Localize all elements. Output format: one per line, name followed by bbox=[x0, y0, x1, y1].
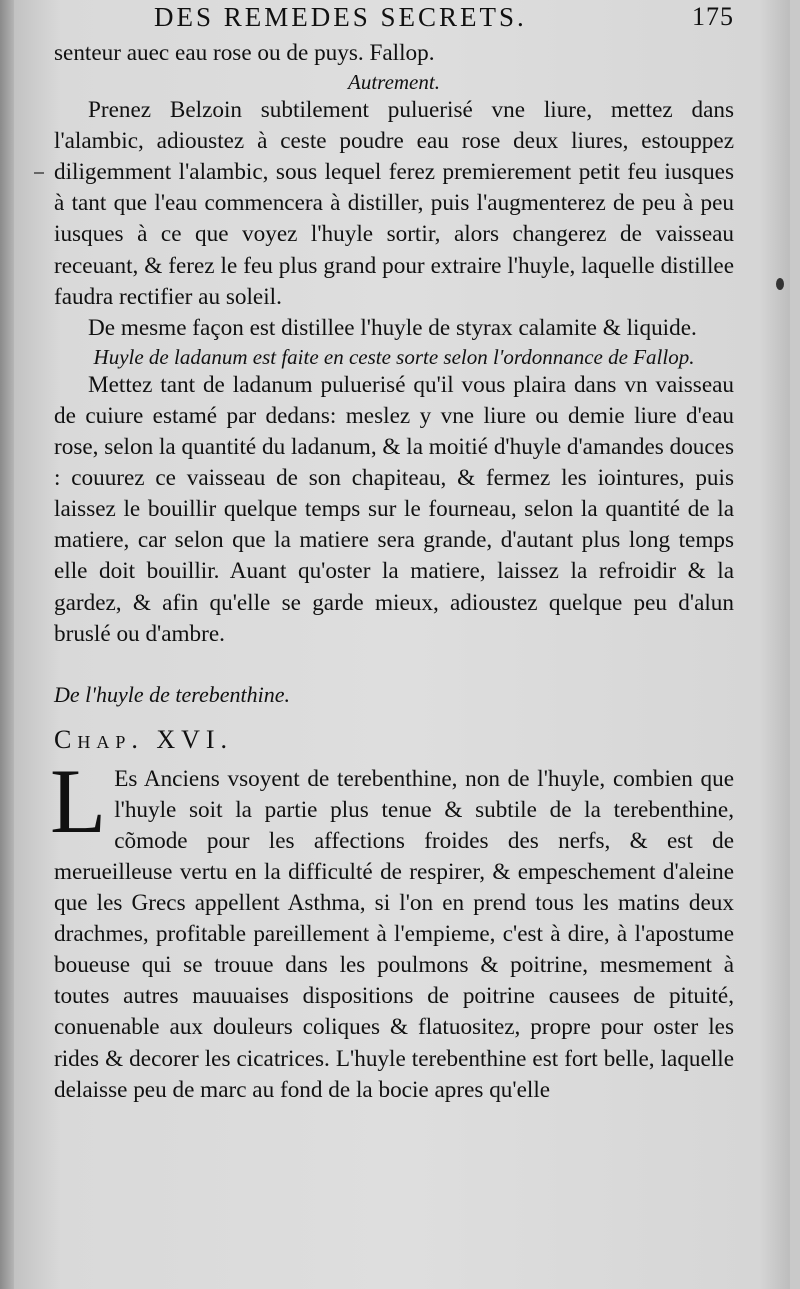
drop-cap: L bbox=[50, 749, 107, 852]
page-header bbox=[154, 2, 734, 34]
section-title: De l'huyle de terebenthine. bbox=[54, 681, 291, 707]
paragraph-ladanum: Mettez tant de ladanum puluerisé qu'il vous plaira dans vn vaisseau de cuiure estamé par dedans: meslez y vne liure ou demie liure d'eau rose, selon la quantité du ladanum, & la moitié d'huyle d'amandes douces : couurez ce vaisseau de son chapiteau, & fermez les iointures, puis laissez le bouillir quelque temps sur le fourneau, selon la quantité de la matiere, car selon que la matiere sera grande, d'autant plus long temps elle doit bouillir. Auant qu'oster la matiere, laissez la refroidir & la gardez, & afin qu'elle se garde mieux, adioustez quelque peu d'alun bruslé ou d'ambre. bbox=[54, 371, 734, 647]
running-title: DES REMEDES SECRETS. bbox=[154, 2, 527, 32]
paragraph-styrax: De mesme façon est distillee l'huyle de styrax calamite & liquide. bbox=[88, 314, 697, 341]
chapter-heading: Chap. XVI. bbox=[54, 724, 234, 754]
ink-blot bbox=[776, 278, 784, 290]
section-spacer bbox=[54, 650, 734, 680]
subheading-autrement: Autrement. bbox=[348, 70, 440, 95]
chapter-paragraph-text: Es Anciens vsoyent de terebenthine, non de l'huyle, combien que l'huyle soit la partie plus tenue & subtile de la terebenthine, cõmode pour les affections froides des nerfs, & est de merueilleuse vertu en la difficulté de respirer, & empeschement d'aleine que les Grecs appellent Asthma, si l'on en prend tous les matins deux drachmes, profitable pareillement à l'empieme, c'est à dire, à l'apostume boueuse qui se trouue dans les poulmons & poitrine, mesmement à toutes autres mauuaises dispositions de poitrine causees de pituité, conuenable aux douleurs coliques & flatuositez, propre pour oster les rides & decorer les cicatrices. L'huyle terebenthine est fort belle, laquelle delaisse peu de marc au fond de la bocie apres qu'elle bbox=[54, 765, 734, 1103]
subheading-ladanum: Huyle de ladanum est faite en ceste sorte selon l'ordonnance de Fallop. bbox=[93, 344, 695, 369]
chapter-paragraph bbox=[50, 749, 734, 1106]
page-gutter-shadow bbox=[0, 0, 14, 1289]
continued-line: senteur auec eau rose ou de puys. Fallop. bbox=[54, 40, 435, 66]
margin-mark bbox=[34, 172, 44, 174]
paragraph-belzoin: Prenez Belzoin subtilement puluerisé vne liure, mettez dans l'alambic, adioustez à ceste poudre eau rose deux liures, estouppez diligemment l'alambic, sous lequel ferez premierement petit feu iusques à tant que l'eau commencera à distiller, puis l'augmenterez de peu à peu iusques à ce que voyez l'huyle sortir, alors changerez de vaisseau receuant, & ferez le feu plus grand pour extraire l'huyle, laquelle distillee faudra rectifier au soleil. bbox=[54, 97, 734, 310]
page-number: 175 bbox=[692, 2, 734, 31]
text-block bbox=[50, 38, 734, 1106]
book-page bbox=[14, 0, 790, 1289]
